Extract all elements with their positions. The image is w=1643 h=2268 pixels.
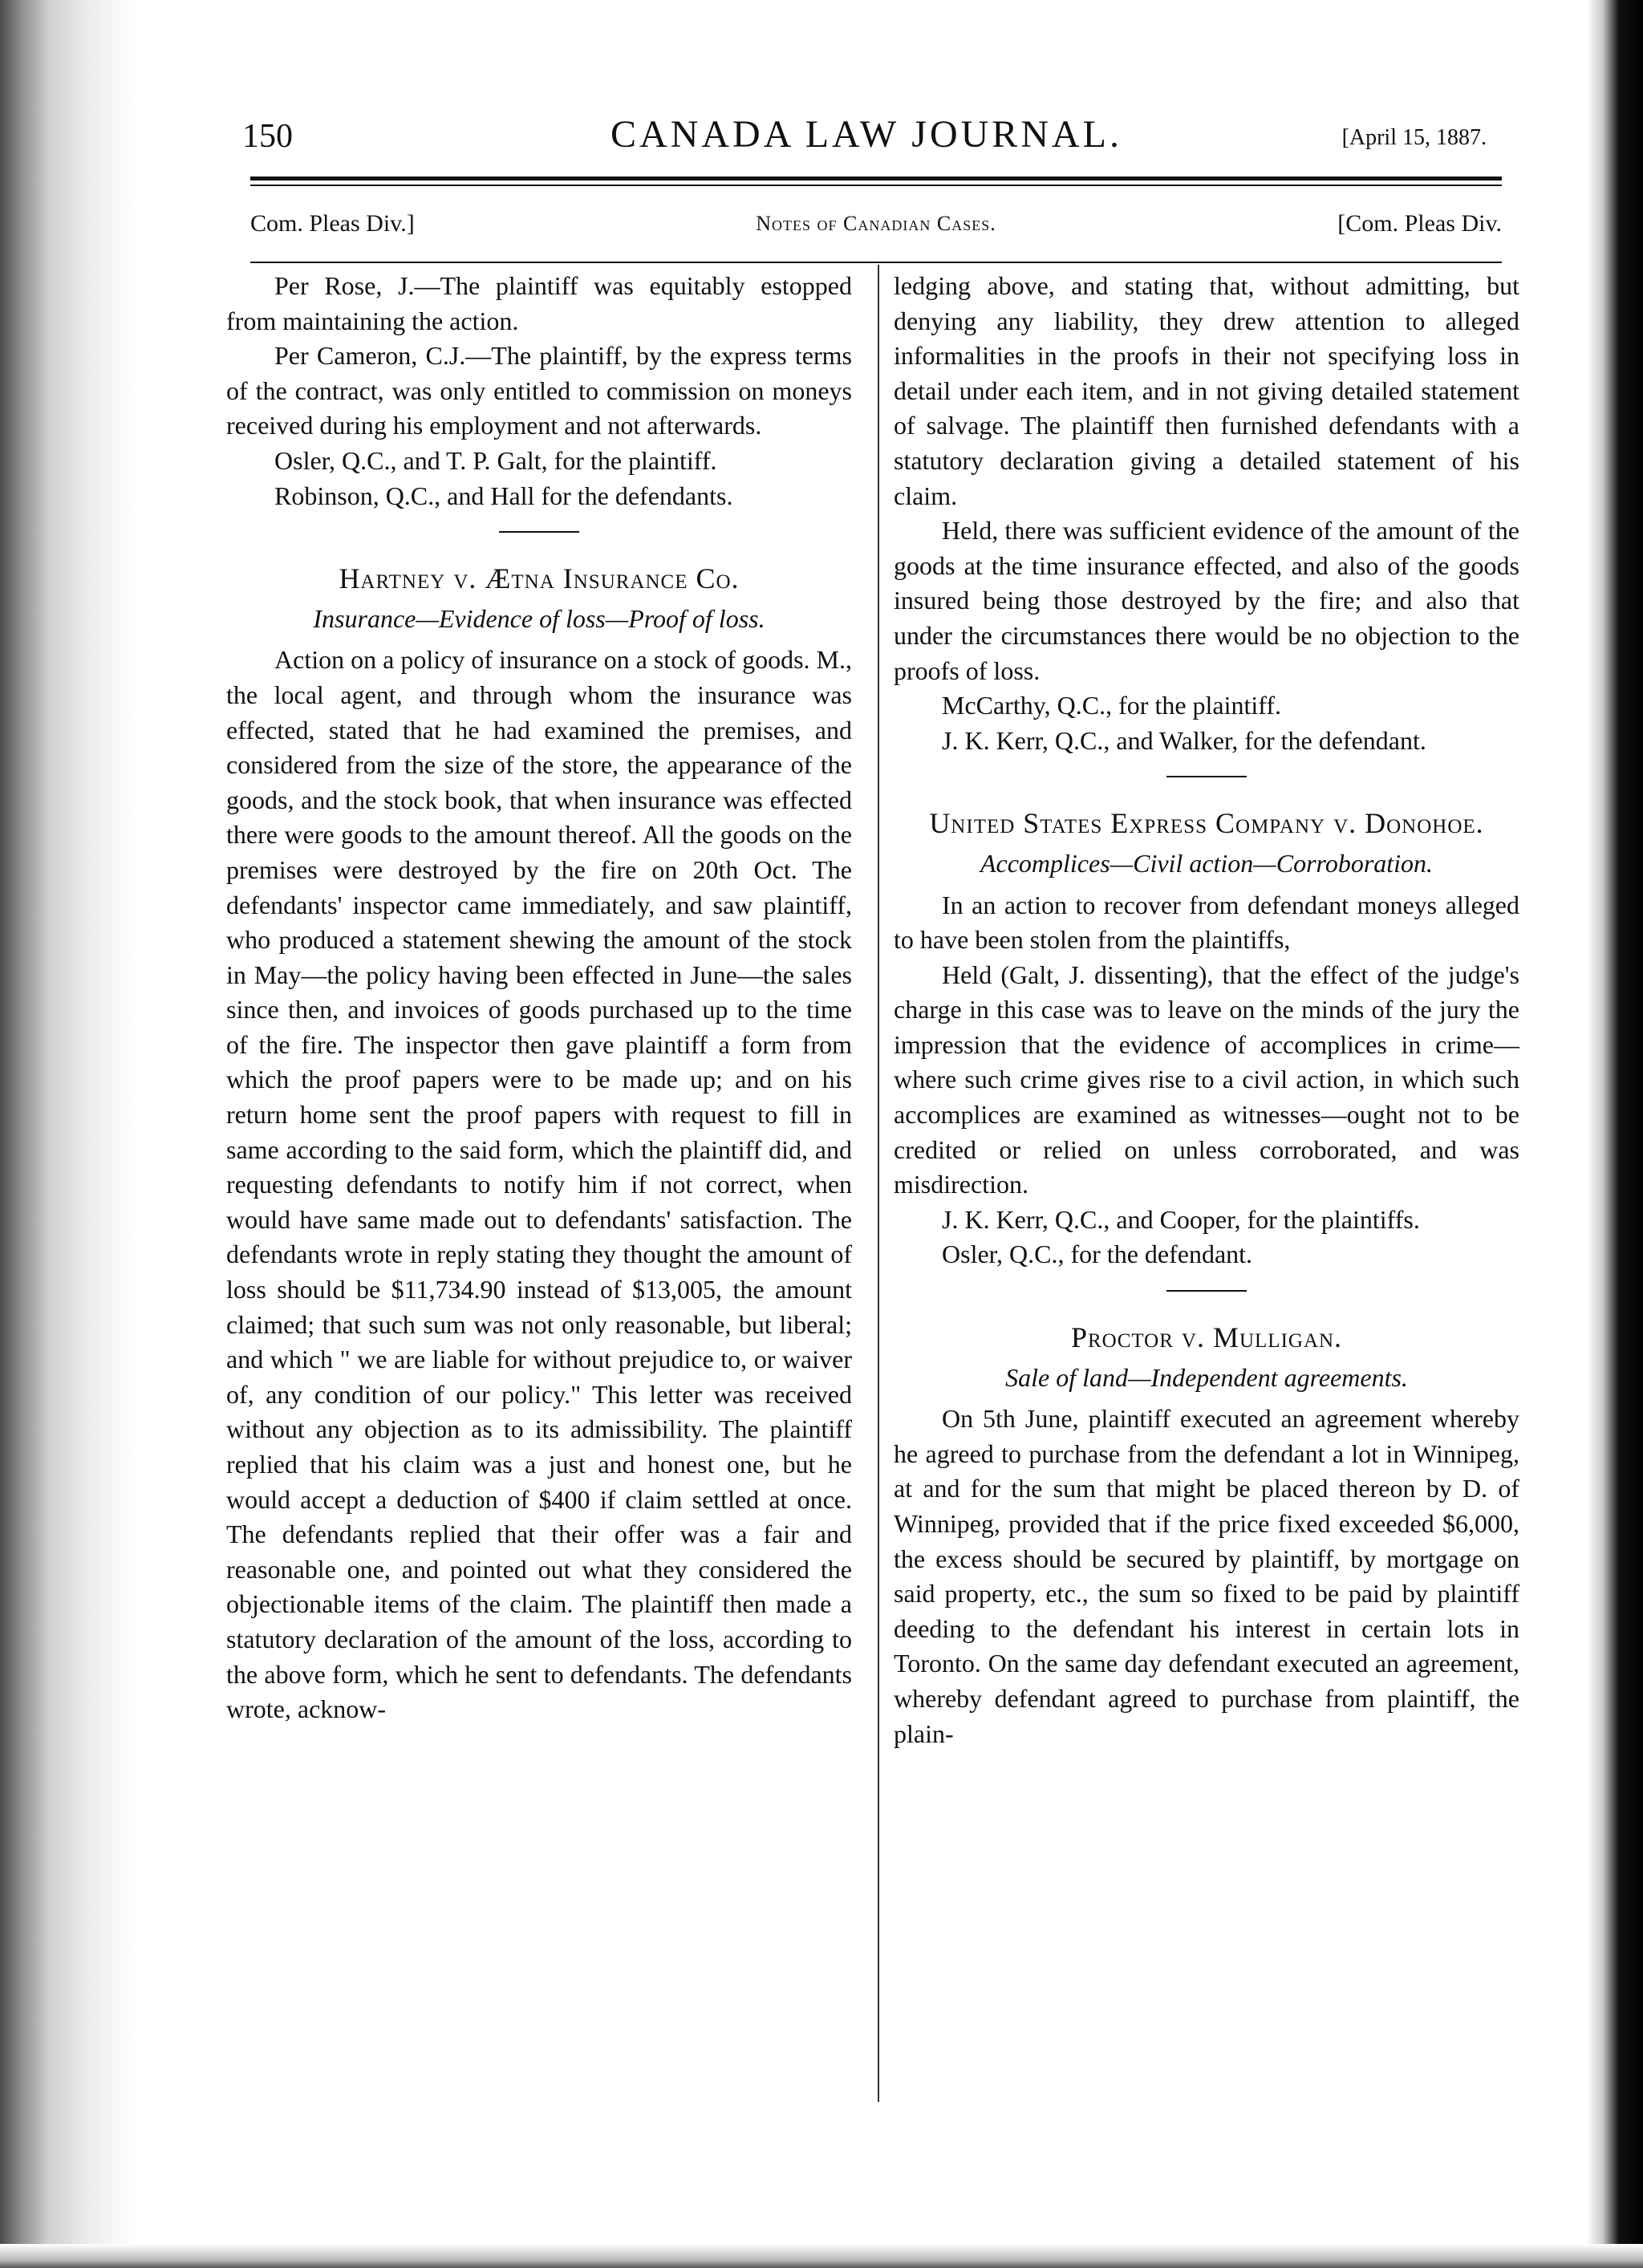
case-title-hartney: Hartney v. Ætna Insurance Co. — [339, 562, 740, 595]
journal-page — [226, 0, 1519, 2268]
column-divider — [878, 265, 879, 2102]
ruling-cameron: Per Cameron, C.J.—The plaintiff, by the express terms of the contract, was only entitled to commission on moneys received during his employment and not afterwards. — [226, 341, 852, 440]
subheader-right: [Com. Pleas Div. — [1337, 210, 1502, 237]
case-body-hartney: Action on a policy of insurance on a stock of goods. M., the local agent, and through whom the insurance was effected, stated that he had examined the premises, and considered from the size of the store, the appearance of the goods, and the stock book, that when insurance was effected there were goods to the amount thereof. All the goods on the premises were destroyed by the fire on 20th Oct. The defendants' inspector came immediately, and saw plaintiff, who produced a statement shewing the amount of the stock in May—the policy having been effected in June—the sales since then, and invoices of goods purchased up to the time of the fire. The inspector then gave plaintiff a form from which the proof papers were to be made up; and on his return home sent the proof papers with request to fill in same according to the said form, which the plaintiff did, and requesting defendants to notify him if not correct, when would have same made out to defendants' satisfaction. The defendants wrote in reply stating they thought the amount of loss should be $11,734.90 instead of $13,005, the amount claimed; that such sum was not only reasonable, but liberal; and which " we are liable for without prejudice to, or waiver of, any condition of our policy." This letter was received without any objection as to its admissibility. The plaintiff replied that his claim was a just and honest one, but he would accept a deduction of $400 if claim settled at once. The defendants replied that their offer was a fair and reasonable one, and pointed out what they considered the objectionable items of the claim. The plaintiff then made a statutory declaration of the amount of the loss, according to the above form, which he sent to defendants. The defendants wrote, acknow- — [226, 645, 852, 1724]
section-separator — [1166, 1290, 1247, 1292]
ruling-rose: Per Rose, J.—The plaintiff was equitably estopped from maintaining the action. — [226, 271, 852, 335]
journal-title: CANADA LAW JOURNAL. — [611, 113, 1122, 156]
subheader-center: Notes of Canadian Cases. — [756, 212, 996, 235]
issue-date: [April 15, 1887. — [1341, 125, 1487, 150]
running-subheader — [250, 210, 1502, 242]
counsel-plaintiff: Osler, Q.C., and T. P. Galt, for the plaintiff. — [274, 445, 717, 475]
section-separator — [1166, 776, 1247, 777]
counsel-defendants: Robinson, Q.C., and Hall for the defendants. — [274, 481, 733, 510]
case-title-us-express: United States Express Company v. Donohoe. — [929, 807, 1484, 840]
header-rule-thin — [250, 185, 1502, 186]
hartney-held: Held, there was sufficient evidence of the amount of the goods at the time insurance effected, and also of the goods insured being those destroyed by the fire; and also that under the circumstances there would be no objection to the proofs of loss. — [894, 516, 1519, 685]
subheader-rule — [250, 262, 1502, 263]
section-separator — [499, 531, 579, 533]
case-subtitle-hartney: Insurance—Evidence of loss—Proof of loss. — [313, 603, 765, 633]
scan-edge-left — [0, 0, 136, 2268]
proctor-body: On 5th June, plaintiff executed an agreement whereby he agreed to purchase from the defendant a lot in Winnipeg, at and for the sum that might be placed thereon by D. of Winnipeg, provided that if the price fixed exceeded $6,000, the excess should be secured by plaintiff, by mortgage on said property, etc., the sum so fixed to be paid by plaintiff deeding to the defendant his interest in certain lots in Toronto. On the same day defendant executed an agreement, whereby defendant agreed to purchase from plaintiff, the plain- — [894, 1404, 1519, 1748]
us-express-held: Held (Galt, J. dissenting), that the effect of the judge's charge in this case was to leave on the minds of the jury the impression that the evidence of accomplices in crime—where such crime gives rise to a civil action, in which such accomplices are examined as witnesses—ought not to be credited or relied on unless corroborated, and was misdirection. — [894, 960, 1519, 1199]
hartney-counsel-plaintiff: McCarthy, Q.C., for the plaintiff. — [942, 691, 1282, 720]
us-express-intro: In an action to recover from defendant moneys alleged to have been stolen from the plaintiffs, — [894, 890, 1519, 955]
scan-edge-right — [1587, 0, 1643, 2268]
us-express-counsel-defendant: Osler, Q.C., for the defendant. — [942, 1239, 1253, 1269]
hartney-continued: ledging above, and stating that, without admitting, but denying any liability, they drew attention to alleged informalities in the proofs in their not specifying loss in detail under each item, and in not giving detailed statement of salvage. The plaintiff then furnished defendants with a statutory declaration giving a detailed statement of his claim. — [894, 271, 1519, 510]
page-number: 150 — [242, 118, 293, 155]
page-header — [226, 112, 1507, 160]
case-subtitle-proctor: Sale of land—Independent agreements. — [1005, 1362, 1408, 1392]
case-title-proctor: Proctor v. Mulligan. — [1070, 1321, 1343, 1354]
hartney-counsel-defendant: J. K. Kerr, Q.C., and Walker, for the defendant. — [942, 725, 1426, 755]
left-column — [226, 269, 852, 1727]
subheader-left: Com. Pleas Div.] — [250, 210, 415, 237]
right-column — [894, 269, 1519, 1751]
us-express-counsel-plaintiffs: J. K. Kerr, Q.C., and Cooper, for the plaintiffs. — [942, 1204, 1420, 1234]
header-rule-thick — [250, 176, 1502, 181]
case-subtitle-us-express: Accomplices—Civil action—Corroboration. — [980, 848, 1434, 878]
